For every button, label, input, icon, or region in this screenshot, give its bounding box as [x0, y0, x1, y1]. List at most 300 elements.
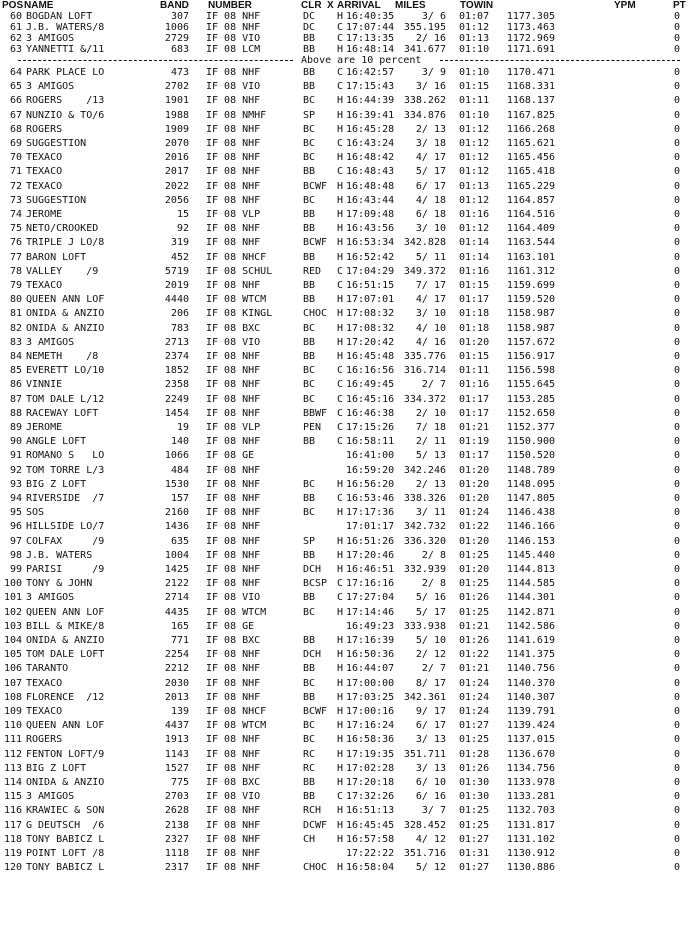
cell-pt: 0 — [673, 251, 681, 263]
cell-pos: 103 — [3, 620, 22, 632]
cell-x: C — [337, 33, 344, 44]
cell-ypm: 1165.621 — [506, 138, 555, 149]
table-row — [0, 408, 700, 419]
cell-miles: 5/ 11 — [415, 251, 446, 263]
cell-number: IF 08 NHF — [206, 677, 261, 689]
cell-arrival: 16:53:34 — [346, 237, 395, 249]
cell-x: C — [337, 138, 344, 149]
cell-x: H — [337, 706, 344, 717]
cell-name: QUEEN ANN LOF — [26, 720, 105, 732]
cell-number: IF 08 NHF — [206, 22, 261, 33]
cell-x: H — [337, 322, 344, 334]
cell-name: 3 AMIGOS — [26, 592, 75, 604]
cell-x: H — [337, 805, 344, 817]
cell-band: 1425 — [164, 564, 189, 575]
cell-ypm: 1140.756 — [506, 663, 555, 675]
cell-miles: 2/ 8 — [421, 578, 446, 590]
cell-name: BARON LOFT — [26, 251, 87, 263]
cell-pos: 79 — [9, 280, 22, 291]
cell-number: IF 08 NHF — [206, 180, 261, 192]
cell-pos: 67 — [9, 109, 22, 121]
cell-band: 484 — [170, 464, 189, 476]
cell-x: C — [337, 166, 344, 178]
cell-arrival: 16:39:41 — [346, 109, 395, 121]
cell-pos: 110 — [3, 720, 22, 732]
cell-pt: 0 — [673, 578, 681, 590]
cell-towin: 01:20 — [459, 493, 490, 504]
cell-ypm: 1131.102 — [506, 833, 555, 845]
cell-miles: 6/ 17 — [415, 180, 446, 192]
cell-band: 2017 — [164, 166, 189, 178]
cell-pt: 0 — [673, 294, 681, 306]
cell-number: IF 08 KINGL — [206, 308, 273, 320]
cell-ypm: 1148.095 — [506, 478, 555, 490]
cell-miles: 333.938 — [403, 620, 446, 632]
cell-pos: 106 — [3, 663, 22, 675]
cell-arrival: 16:58:11 — [346, 436, 395, 448]
cell-number: IF 08 NHF — [206, 11, 261, 22]
cell-clr: BB — [303, 493, 316, 504]
cell-x: H — [337, 294, 344, 306]
cell-pos: 61 — [9, 22, 22, 33]
cell-number: IF 08 NHF — [206, 365, 261, 377]
cell-number: IF 08 NHF — [206, 762, 261, 774]
cell-pt: 0 — [673, 677, 681, 689]
cell-towin: 01:17 — [459, 450, 490, 462]
cell-pt: 0 — [673, 635, 681, 646]
cell-x: H — [337, 649, 344, 661]
cell-clr: BCWF — [303, 237, 328, 249]
cell-miles: 2/ 13 — [415, 123, 446, 135]
cell-towin: 01:21 — [459, 620, 490, 632]
cell-band: 452 — [170, 251, 189, 263]
cell-number: IF 08 VIO — [206, 592, 261, 604]
header-x: X — [327, 0, 334, 11]
cell-miles: 3/ 9 — [421, 67, 446, 78]
cell-pos: 108 — [3, 691, 22, 703]
cell-name: NETO/CROOKED — [26, 223, 99, 235]
table-row — [0, 379, 700, 390]
cell-number: IF 08 VLP — [206, 209, 261, 220]
cell-ypm: 1144.585 — [506, 578, 555, 590]
cell-clr: BCSP — [303, 578, 328, 590]
cell-x: H — [337, 223, 344, 235]
cell-x: H — [337, 209, 344, 220]
table-row — [0, 436, 700, 447]
cell-name: ONIDA & ANZIO — [26, 777, 105, 788]
cell-band: 92 — [176, 223, 189, 235]
cell-ypm: 1145.440 — [506, 549, 555, 561]
cell-arrival: 17:20:46 — [346, 549, 395, 561]
cell-ypm: 1158.987 — [506, 322, 555, 334]
cell-clr: BB — [303, 223, 316, 235]
cell-x: H — [337, 194, 344, 206]
cell-pt: 0 — [673, 81, 681, 93]
cell-number: IF 08 NHF — [206, 848, 261, 859]
cell-clr: CH — [303, 833, 316, 845]
cell-number: IF 08 NHF — [206, 67, 261, 78]
cell-name: TRIPLE J LO/8 — [26, 237, 105, 249]
cell-pos: 89 — [9, 422, 22, 433]
cell-name: COLFAX /9 — [26, 535, 105, 547]
cell-pos: 107 — [3, 677, 22, 689]
cell-miles: 355.195 — [403, 22, 446, 33]
table-row — [0, 749, 700, 760]
cell-pt: 0 — [673, 166, 681, 178]
cell-miles: 4/ 18 — [415, 194, 446, 206]
cell-number: IF 08 NHF — [206, 152, 261, 164]
cell-pt: 0 — [673, 322, 681, 334]
cell-name: J.B. WATERS — [26, 549, 93, 561]
cell-miles: 6/ 16 — [415, 791, 446, 803]
cell-pos: 80 — [9, 294, 22, 306]
ten-percent-divider — [0, 55, 700, 66]
cell-miles: 6/ 10 — [415, 777, 446, 788]
cell-pos: 64 — [9, 67, 22, 78]
cell-band: 1530 — [164, 478, 189, 490]
cell-towin: 01:20 — [459, 336, 490, 348]
cell-number: IF 08 BXC — [206, 777, 261, 788]
cell-number: IF 08 BXC — [206, 635, 261, 646]
cell-pt: 0 — [673, 280, 681, 291]
cell-ypm: 1152.377 — [506, 422, 555, 433]
cell-band: 206 — [170, 308, 189, 320]
cell-name: SUGGESTION — [26, 194, 87, 206]
table-row — [0, 237, 700, 248]
cell-towin: 01:26 — [459, 592, 490, 604]
table-row — [0, 805, 700, 816]
cell-clr: BB — [303, 44, 316, 55]
cell-towin: 01:17 — [459, 393, 490, 405]
cell-towin: 01:24 — [459, 507, 490, 519]
cell-ypm: 1141.619 — [506, 635, 555, 646]
cell-number: IF 08 NHF — [206, 805, 261, 817]
cell-arrival: 17:15:43 — [346, 81, 395, 93]
cell-x: C — [337, 493, 344, 504]
cell-pos: 71 — [9, 166, 22, 178]
cell-number: IF 08 NHF — [206, 223, 261, 235]
cell-arrival: 16:48:43 — [346, 166, 395, 178]
cell-pos: 63 — [9, 44, 22, 55]
cell-ypm: 1142.586 — [506, 620, 555, 632]
table-row — [0, 592, 700, 603]
cell-miles: 342.361 — [403, 691, 446, 703]
cell-pt: 0 — [673, 848, 681, 859]
cell-clr: DCWF — [303, 819, 328, 831]
cell-band: 783 — [170, 322, 189, 334]
cell-towin: 01:12 — [459, 223, 490, 235]
cell-clr: BC — [303, 365, 316, 377]
cell-pt: 0 — [673, 606, 681, 618]
cell-pos: 81 — [9, 308, 22, 320]
cell-number: IF 08 NHF — [206, 521, 261, 533]
cell-pt: 0 — [673, 706, 681, 717]
cell-ypm: 1147.805 — [506, 493, 555, 504]
cell-name: BIG Z LOFT — [26, 478, 87, 490]
cell-ypm: 1133.978 — [506, 777, 555, 788]
cell-arrival: 16:46:38 — [346, 407, 395, 419]
cell-ypm: 1167.825 — [506, 109, 555, 121]
cell-towin: 01:12 — [459, 166, 490, 178]
cell-name: EVERETT LO/10 — [26, 365, 105, 377]
cell-x: H — [337, 95, 344, 107]
cell-x: C — [337, 592, 344, 604]
cell-towin: 01:12 — [459, 152, 490, 164]
cell-name: 3 AMIGOS — [26, 791, 75, 803]
cell-number: IF 08 NHF — [206, 237, 261, 249]
cell-band: 2212 — [164, 663, 189, 675]
cell-band: 157 — [170, 493, 189, 504]
cell-pt: 0 — [673, 819, 681, 831]
cell-miles: 2/ 8 — [421, 549, 446, 561]
cell-pos: 95 — [9, 507, 22, 519]
cell-miles: 316.714 — [403, 365, 446, 377]
cell-miles: 349.372 — [403, 265, 446, 277]
cell-towin: 01:25 — [459, 734, 490, 746]
cell-ypm: 1164.857 — [506, 194, 555, 206]
cell-ypm: 1157.672 — [506, 336, 555, 348]
table-row — [0, 422, 700, 433]
cell-pos: 85 — [9, 365, 22, 377]
cell-name: HILLSIDE LO/7 — [26, 521, 105, 533]
cell-name: ROGERS — [26, 123, 63, 135]
table-row — [0, 479, 700, 490]
cell-pos: 118 — [3, 833, 22, 845]
cell-arrival: 17:27:04 — [346, 592, 395, 604]
cell-miles: 4/ 12 — [415, 833, 446, 845]
cell-ypm: 1156.598 — [506, 365, 555, 377]
cell-pt: 0 — [673, 351, 681, 362]
cell-towin: 01:12 — [459, 138, 490, 149]
cell-number: IF 08 VIO — [206, 81, 261, 93]
table-row — [0, 564, 700, 575]
cell-ypm: 1173.463 — [506, 22, 555, 33]
cell-arrival: 16:42:57 — [346, 67, 395, 78]
table-row — [0, 734, 700, 745]
cell-number: IF 08 NHF — [206, 819, 261, 831]
cell-towin: 01:21 — [459, 663, 490, 675]
cell-name: G DEUTSCH /6 — [26, 819, 105, 831]
cell-miles: 4/ 16 — [415, 336, 446, 348]
cell-band: 4435 — [164, 606, 189, 618]
cell-arrival: 16:45:45 — [346, 819, 395, 831]
cell-name: POINT LOFT /8 — [26, 848, 105, 859]
cell-pt: 0 — [673, 691, 681, 703]
cell-x: C — [337, 265, 344, 277]
cell-miles: 9/ 17 — [415, 706, 446, 717]
cell-x: C — [337, 791, 344, 803]
cell-pt: 0 — [673, 478, 681, 490]
cell-pt: 0 — [673, 209, 681, 220]
header-miles: MILES — [395, 0, 426, 11]
cell-x: H — [337, 720, 344, 732]
cell-arrival: 17:01:17 — [346, 521, 395, 533]
cell-name: ROMANO S LO — [26, 450, 105, 462]
cell-miles: 7/ 17 — [415, 280, 446, 291]
cell-towin: 01:25 — [459, 549, 490, 561]
cell-ypm: 1177.305 — [506, 11, 555, 22]
cell-pt: 0 — [673, 194, 681, 206]
column-header-row — [0, 0, 700, 11]
cell-miles: 334.372 — [403, 393, 446, 405]
cell-clr: BB — [303, 663, 316, 675]
cell-pt: 0 — [673, 464, 681, 476]
cell-pt: 0 — [673, 11, 681, 22]
cell-x: H — [337, 549, 344, 561]
table-row — [0, 323, 700, 334]
cell-number: IF 08 NHF — [206, 578, 261, 590]
cell-clr: BC — [303, 194, 316, 206]
cell-name: NEMETH /8 — [26, 351, 99, 362]
cell-clr: BC — [303, 95, 316, 107]
cell-towin: 01:16 — [459, 209, 490, 220]
table-row — [0, 521, 700, 532]
table-row — [0, 294, 700, 305]
cell-x: C — [337, 407, 344, 419]
cell-x: C — [337, 436, 344, 448]
cell-ypm: 1146.166 — [506, 521, 555, 533]
cell-miles: 3/ 18 — [415, 138, 446, 149]
table-row — [0, 536, 700, 547]
cell-miles: 5/ 17 — [415, 606, 446, 618]
table-row — [0, 663, 700, 674]
cell-arrival: 17:14:46 — [346, 606, 395, 618]
cell-towin: 01:27 — [459, 720, 490, 732]
cell-miles: 2/ 12 — [415, 649, 446, 661]
cell-towin: 01:13 — [459, 33, 490, 44]
cell-band: 1436 — [164, 521, 189, 533]
cell-number: IF 08 NHF — [206, 493, 261, 504]
cell-pos: 73 — [9, 194, 22, 206]
cell-arrival: 17:07:01 — [346, 294, 395, 306]
cell-arrival: 16:49:23 — [346, 620, 395, 632]
cell-arrival: 17:09:48 — [346, 209, 395, 220]
cell-arrival: 16:45:16 — [346, 393, 395, 405]
cell-arrival: 17:16:24 — [346, 720, 395, 732]
cell-miles: 342.828 — [403, 237, 446, 249]
table-row — [0, 181, 700, 192]
cell-towin: 01:30 — [459, 777, 490, 788]
cell-miles: 3/ 10 — [415, 223, 446, 235]
cell-miles: 3/ 16 — [415, 81, 446, 93]
cell-pt: 0 — [673, 407, 681, 419]
cell-pos: 69 — [9, 138, 22, 149]
cell-arrival: 16:46:51 — [346, 564, 395, 575]
cell-band: 2022 — [164, 180, 189, 192]
cell-name: ROGERS /13 — [26, 95, 105, 107]
cell-pt: 0 — [673, 422, 681, 433]
cell-arrival: 16:50:36 — [346, 649, 395, 661]
header-band: BAND — [160, 0, 189, 11]
cell-ypm: 1164.516 — [506, 209, 555, 220]
cell-pos: 98 — [9, 549, 22, 561]
cell-clr: BB — [303, 280, 316, 291]
cell-towin: 01:12 — [459, 194, 490, 206]
cell-band: 2358 — [164, 379, 189, 391]
cell-pt: 0 — [673, 450, 681, 462]
cell-band: 2030 — [164, 677, 189, 689]
cell-towin: 01:16 — [459, 379, 490, 391]
cell-name: FENTON LOFT/9 — [26, 748, 105, 760]
table-row — [0, 337, 700, 348]
cell-towin: 01:25 — [459, 805, 490, 817]
cell-number: IF 08 NHF — [206, 407, 261, 419]
cell-clr: BC — [303, 322, 316, 334]
cell-number: IF 08 VIO — [206, 336, 261, 348]
table-row — [0, 308, 700, 319]
cell-pt: 0 — [673, 44, 681, 55]
cell-band: 683 — [170, 44, 189, 55]
cell-ypm: 1156.917 — [506, 351, 555, 362]
cell-pos: 105 — [3, 649, 22, 661]
cell-pos: 88 — [9, 407, 22, 419]
cell-number: IF 08 BXC — [206, 322, 261, 334]
cell-pos: 116 — [3, 805, 22, 817]
cell-arrival: 16:58:04 — [346, 862, 395, 874]
cell-clr: CHOC — [303, 308, 328, 320]
table-row — [0, 209, 700, 220]
cell-number: IF 08 NHF — [206, 138, 261, 149]
cell-pt: 0 — [673, 833, 681, 845]
cell-miles: 3/ 13 — [415, 734, 446, 746]
cell-miles: 336.320 — [403, 535, 446, 547]
cell-miles: 6/ 17 — [415, 720, 446, 732]
table-row — [0, 607, 700, 618]
cell-clr: BC — [303, 123, 316, 135]
cell-clr: BB — [303, 436, 316, 448]
cell-number: IF 08 NHF — [206, 478, 261, 490]
cell-clr: BB — [303, 33, 316, 44]
cell-arrival: 17:13:35 — [346, 33, 395, 44]
table-row — [0, 450, 700, 461]
cell-towin: 01:17 — [459, 407, 490, 419]
cell-arrival: 16:43:24 — [346, 138, 395, 149]
cell-pos: 96 — [9, 521, 22, 533]
header-towin: TOWIN — [460, 0, 494, 11]
cell-clr: BB — [303, 294, 316, 306]
cell-name: FLORENCE /12 — [26, 691, 105, 703]
cell-x: H — [337, 109, 344, 121]
cell-miles: 342.732 — [403, 521, 446, 533]
cell-pt: 0 — [673, 762, 681, 774]
cell-band: 5719 — [164, 265, 189, 277]
cell-clr: BC — [303, 507, 316, 519]
cell-number: IF 08 NHF — [206, 691, 261, 703]
header-number: NUMBER — [208, 0, 252, 11]
cell-number: IF 08 NHF — [206, 862, 261, 874]
cell-number: IF 08 NHF — [206, 564, 261, 575]
cell-clr: BB — [303, 67, 316, 78]
cell-clr: RED — [303, 265, 322, 277]
cell-band: 140 — [170, 436, 189, 448]
header-pos: POS — [2, 0, 24, 11]
cell-x: H — [337, 123, 344, 135]
cell-pt: 0 — [673, 393, 681, 405]
cell-name: TOM DALE L/12 — [26, 393, 105, 405]
cell-x: H — [337, 535, 344, 547]
cell-name: TOM DALE LOFT — [26, 649, 105, 661]
cell-x: H — [337, 336, 344, 348]
cell-clr: DC — [303, 22, 316, 33]
table-row — [0, 95, 700, 106]
cell-pt: 0 — [673, 223, 681, 235]
cell-pos: 77 — [9, 251, 22, 263]
cell-miles: 8/ 17 — [415, 677, 446, 689]
cell-name: VINNIE — [26, 379, 63, 391]
cell-name: JEROME — [26, 209, 63, 220]
cell-pos: 115 — [3, 791, 22, 803]
cell-name: TEXACO — [26, 677, 63, 689]
